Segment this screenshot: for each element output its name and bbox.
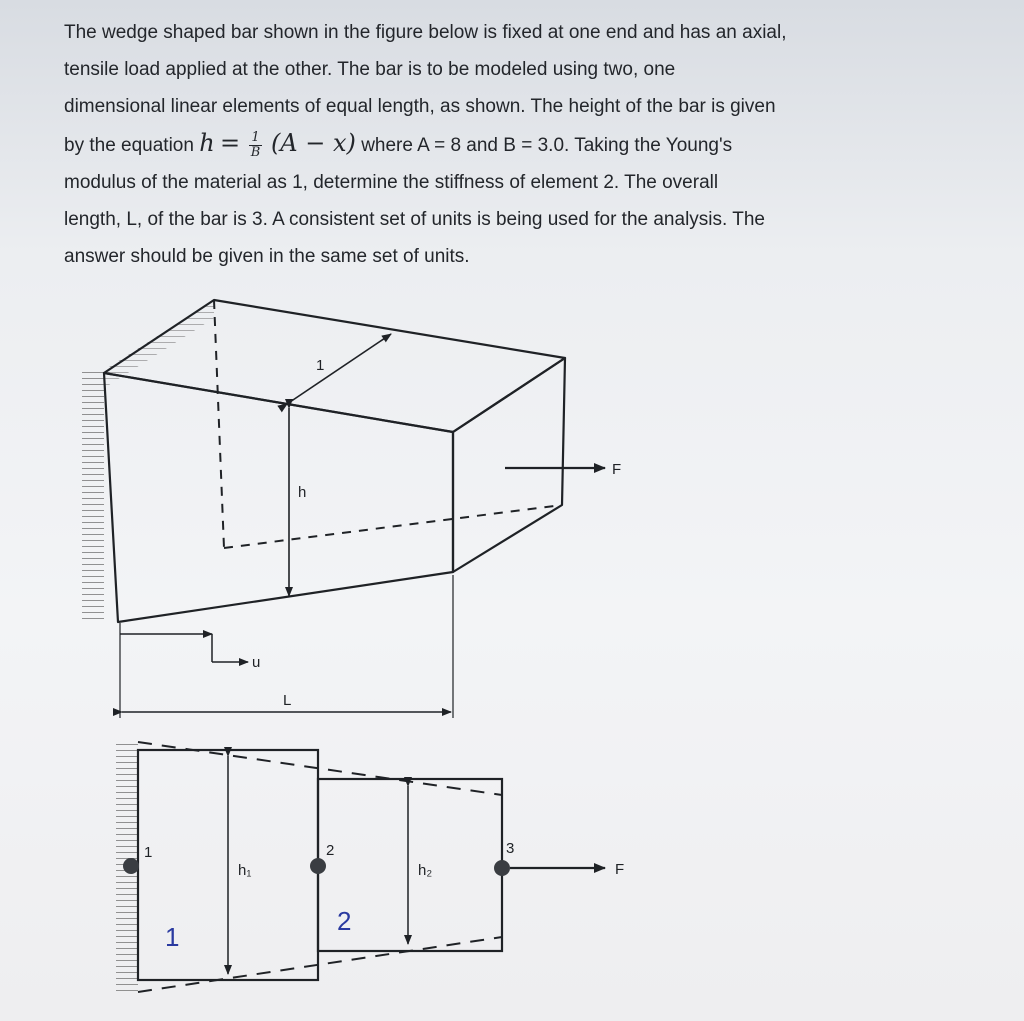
node-3-label: 3 [506, 840, 515, 857]
taper-line-top [138, 742, 502, 795]
element-2-number: 2 [337, 906, 352, 936]
axis-label-u: u [252, 654, 261, 671]
problem-line-3: dimensional linear elements of equal length, as shown. The height of the bar is given [64, 96, 776, 117]
problem-line-2: tensile load applied at the other. The bar is to be modeled using two, one [64, 59, 676, 80]
hidden-edge-vertical [214, 300, 224, 548]
problem-line-1: The wedge shaped bar shown in the figure below is fixed at one end and has an axial, [64, 22, 787, 43]
node-2 [310, 858, 326, 874]
wedge-end-face [453, 358, 565, 572]
height-dimension-label: h [298, 484, 307, 501]
wall-hatch-3d [82, 370, 104, 622]
wedge-front-face [104, 373, 453, 622]
hidden-edge-bottom [224, 505, 562, 548]
force-label-2d: F [615, 861, 625, 878]
force-label-3d: F [612, 461, 622, 478]
equation-constants: where A = 8 and B = 3.0. Taking the Young's [361, 135, 733, 156]
problem-line-5: modulus of the material as 1, determine the stiffness of element 2. The overall [64, 172, 719, 193]
element-1-number: 1 [165, 922, 180, 952]
height-h1-label: h₁ [238, 862, 252, 879]
width-dimension-line [287, 334, 391, 404]
problem-line-7: answer should be given in the same set of units. [64, 246, 470, 267]
coordinate-axes [120, 634, 248, 662]
node-1 [123, 858, 139, 874]
equation-equals: = [219, 129, 241, 157]
node-2-label: 2 [326, 842, 335, 859]
width-dimension-label: 1 [316, 357, 325, 374]
equation-body: (A − x) [270, 129, 356, 157]
equation-h: h [199, 129, 215, 157]
fraction-denominator: B [250, 145, 261, 161]
height-h2-label: h₂ [418, 862, 433, 879]
problem-line-6: length, L, of the bar is 3. A consistent set of units is being used for the analysis. The [64, 209, 765, 230]
fraction-numerator: 1 [251, 130, 260, 146]
node-3 [494, 860, 510, 876]
wedge-3d-figure [82, 300, 621, 718]
element-model-figure [116, 740, 624, 992]
node-1-label: 1 [144, 844, 153, 861]
taper-line-bottom [138, 937, 502, 992]
equation-intro: by the equation [64, 135, 194, 156]
length-dimension-label: L [283, 692, 292, 709]
